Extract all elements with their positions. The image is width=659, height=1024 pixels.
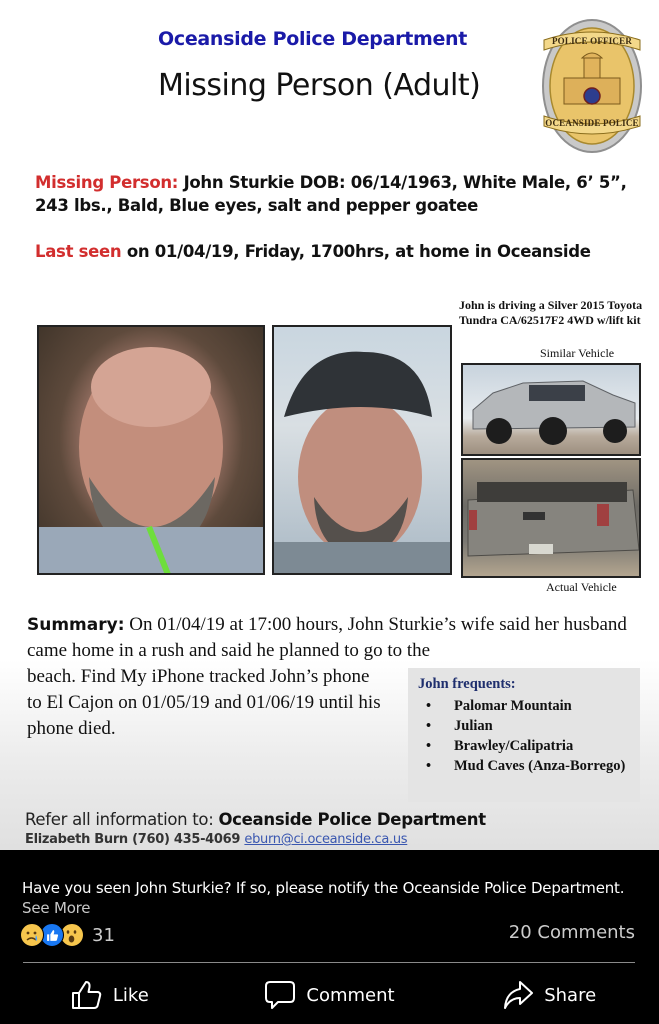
contact-line — [25, 832, 407, 848]
frequents-title: John frequents: — [418, 676, 516, 692]
share-label: Share — [544, 984, 597, 1006]
summary-text-1: On 01/04/19 at 17:00 hours, John Sturkie’s wife said her husband came home in a rush and said he planned to go to the — [27, 614, 627, 661]
share-button[interactable] — [439, 974, 659, 1016]
frequents-item: • Brawley/Calipatria — [418, 736, 630, 756]
comment-label: Comment — [306, 984, 395, 1006]
similar-vehicle-photo — [461, 363, 641, 456]
summary-text-2: beach. Find My iPhone tracked John’s phone to El Cajon on 01/05/19 and 01/06/19 until his phone died. — [27, 666, 381, 739]
missing-person-details — [35, 171, 655, 217]
last-seen-details — [35, 240, 595, 263]
reactions-summary[interactable] — [20, 922, 115, 948]
vehicle-description: John is driving a Silver 2015 Toyota Tundra CA/62517F2 4WD w/lift kit — [459, 298, 643, 327]
divider — [23, 962, 635, 963]
frequents-box — [408, 668, 640, 802]
refer-label: Refer all information to: — [25, 810, 214, 829]
sad-reaction-icon — [20, 923, 44, 947]
summary-label: Summary: — [27, 615, 125, 635]
actual-vehicle-label: Actual Vehicle — [546, 580, 617, 594]
caption-text: Have you seen John Sturkie? If so, please notify the Oceanside Police Department. — [22, 879, 625, 897]
post-caption[interactable] — [22, 878, 642, 918]
refer-line — [25, 810, 486, 829]
post-actions — [0, 974, 659, 1016]
missing-person-text: John Sturkie DOB: 06/14/1963, White Male, 6’ 5”, 243 lbs., Bald, Blue eyes, salt and pepper goatee — [35, 173, 627, 215]
badge-top-text: POLICE OFFICER — [551, 36, 633, 46]
missing-person-label: Missing Person: — [35, 173, 179, 192]
contact-name: Elizabeth Burn (760) 435-4069 — [25, 832, 241, 847]
similar-vehicle-label: Similar Vehicle — [540, 346, 615, 360]
comments-count[interactable]: 20 Comments — [508, 922, 635, 943]
frequents-item: • Julian — [418, 716, 630, 736]
summary — [27, 612, 647, 664]
comment-button[interactable] — [220, 974, 440, 1016]
last-seen-text: on 01/04/19, Friday, 1700hrs, at home in Oceanside — [126, 242, 591, 261]
contact-email[interactable]: eburn@ci.oceanside.ca.us — [244, 832, 408, 847]
caption-band — [0, 850, 659, 878]
share-icon — [502, 980, 534, 1010]
actual-vehicle-photo — [461, 458, 641, 578]
badge-bottom-text: OCEANSIDE POLICE — [545, 118, 639, 128]
last-seen-label: Last seen — [35, 242, 122, 261]
missing-person-photo-2 — [272, 325, 452, 575]
department-name: Oceanside Police Department — [158, 28, 468, 50]
refer-org: Oceanside Police Department — [218, 810, 486, 829]
missing-person-photo-1 — [37, 325, 265, 575]
see-more-link[interactable]: See More — [22, 899, 91, 917]
reaction-count: 31 — [92, 924, 115, 946]
flyer-title: Missing Person (Adult) — [158, 68, 481, 103]
frequents-item: • Palomar Mountain — [418, 696, 630, 716]
like-button[interactable] — [0, 974, 220, 1016]
frequents-item: • Mud Caves (Anza-Borrego) — [418, 756, 630, 776]
thumbs-up-icon — [71, 980, 103, 1010]
comment-icon — [264, 980, 296, 1010]
like-label: Like — [112, 984, 149, 1006]
